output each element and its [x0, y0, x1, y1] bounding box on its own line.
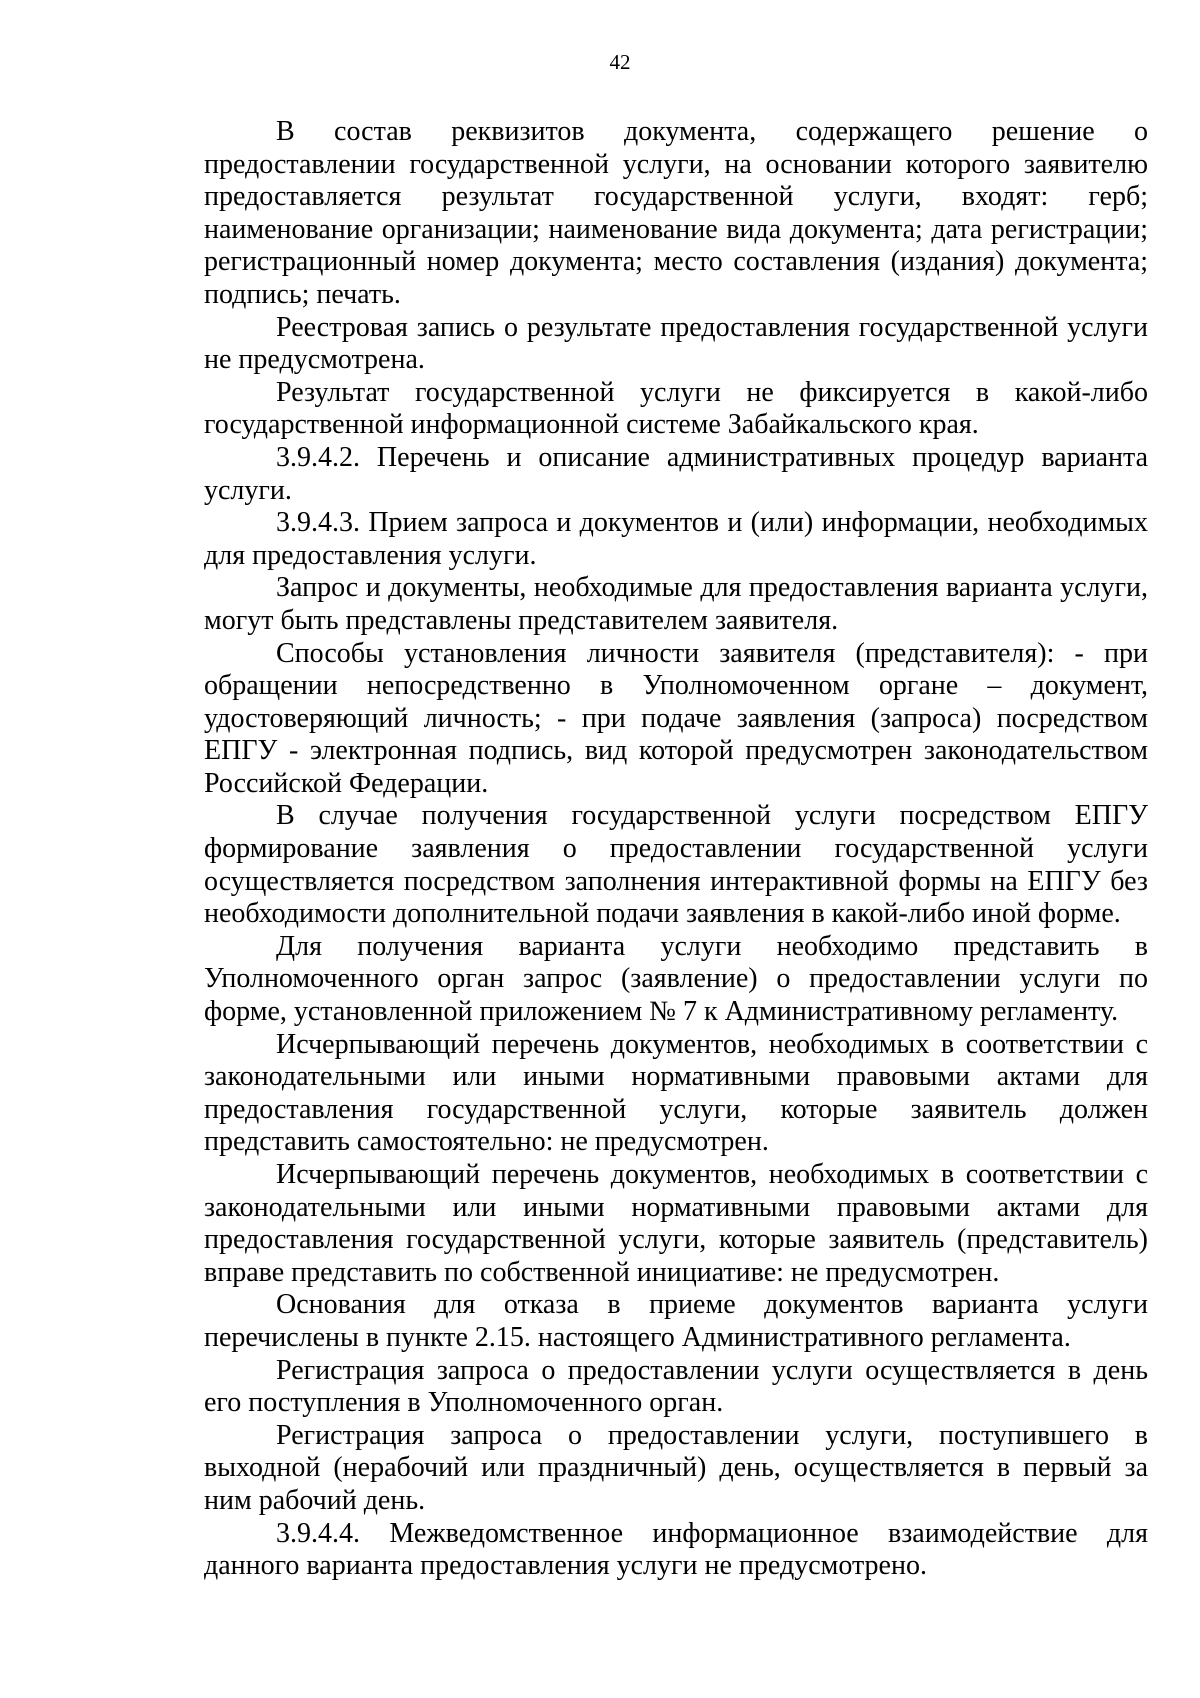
paragraph-registry-entry: Реестровая запись о результате предоставления государственной услуги не предусмотрена.: [204, 311, 1148, 376]
page-number: 42: [609, 50, 631, 74]
paragraph-refusal-grounds: Основания для отказа в приеме документов варианта услуги перечислены в пункте 2.15. настоящего Административного регламента.: [204, 1289, 1148, 1353]
paragraph-optional-documents: Исчерпывающий перечень документов, необходимых в соответствии с законодательными или иными нормативными правовыми актами для предоставления государственной услуги, которые заявитель (представитель) вправе представить по собственной инициативе: не предусмотрен.: [204, 1159, 1148, 1288]
paragraph-epgu-application: В случае получения государственной услуги посредством ЕПГУ формирование заявления о предоставлении государственной услуги осуществляется посредством заполнения интерактивной формы на ЕПГУ без необходимости дополнительной подачи заявления в какой-либо иной форме.: [204, 800, 1148, 930]
paragraph-identity-methods: Способы установления личности заявителя (представителя): - при обращении непосредственно в Уполномоченном органе – документ, удостоверяющий личность; - при подаче заявления (запроса) посредством ЕПГУ - электронная подпись, вид которой предусмотрен законодательством Российской Федерации.: [204, 637, 1148, 799]
paragraph-submit-request: Для получения варианта услуги необходимо представить в Уполномоченного орган запрос (заявление) о предоставлении услуги по форме, установленной приложением № 7 к Административному регламенту.: [204, 930, 1148, 1028]
paragraph-required-documents: Исчерпывающий перечень документов, необходимых в соответствии с законодательными или иными нормативными правовыми актами для предоставления государственной услуги, которые заявитель должен представить самостоятельно: не предусмотрен.: [204, 1028, 1148, 1158]
paragraph-registration-weekend: Регистрация запроса о предоставлении услуги, поступившего в выходной (нерабочий или праздничный) день, осуществляется в первый за ним рабочий день.: [204, 1419, 1148, 1516]
paragraph-result-not-recorded: Результат государственной услуги не фиксируется в какой-либо государственной информационной системе Забайкальского края.: [204, 376, 1148, 441]
document-body: [204, 116, 1148, 1583]
paragraph-section-3-9-4-4: 3.9.4.4. Межведомственное информационное взаимодействие для данного варианта предоставления услуги не предусмотрено.: [204, 1517, 1148, 1582]
paragraph-registration-day: Регистрация запроса о предоставлении услуги осуществляется в день его поступления в Уполномоченного орган.: [204, 1354, 1148, 1419]
paragraph-document-requisites: В состав реквизитов документа, содержащего решение о предоставлении государственной услуги, на основании которого заявителю предоставляется результат государственной услуги, входят: герб; наименование организации; наименование вида документа; дата регистрации; регистрационный номер документа; место составления (издания) документа; подпись; печать.: [204, 116, 1148, 310]
paragraph-section-3-9-4-2: 3.9.4.2. Перечень и описание административных процедур варианта услуги.: [204, 441, 1148, 506]
paragraph-section-3-9-4-3: 3.9.4.3. Прием запроса и документов и (или) информации, необходимых для предоставления услуги.: [204, 507, 1148, 571]
paragraph-request-by-representative: Запрос и документы, необходимые для предоставления варианта услуги, могут быть представлены представителем заявителя.: [204, 572, 1148, 636]
